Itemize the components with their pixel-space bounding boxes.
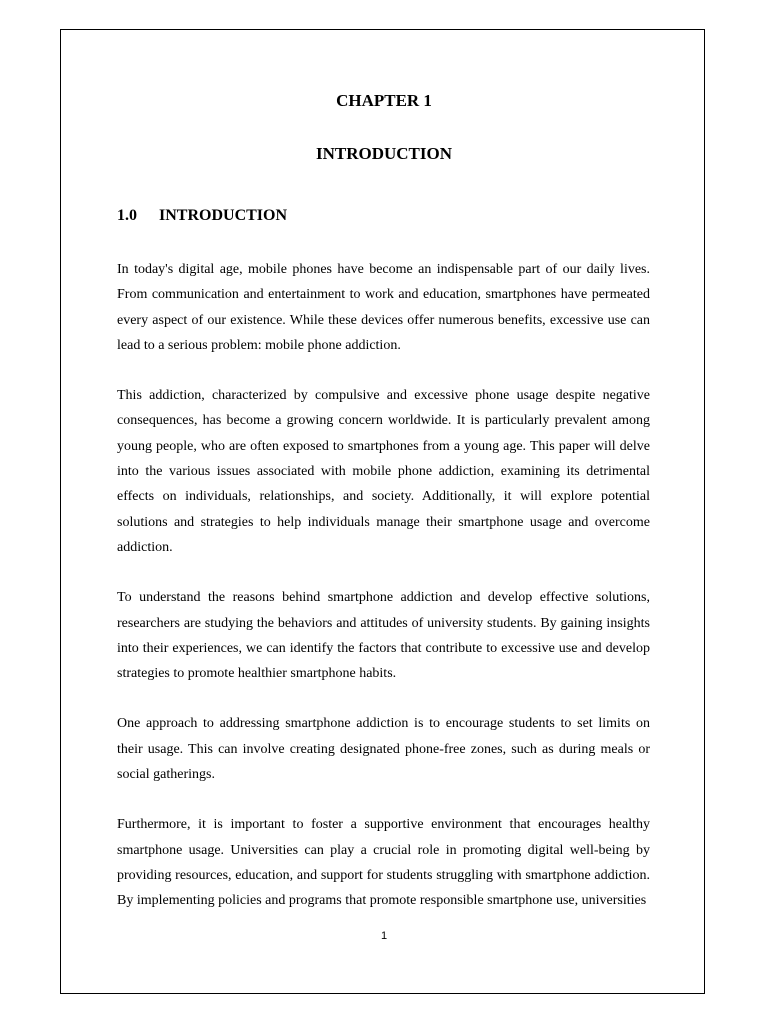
page-number: 1 bbox=[380, 930, 388, 942]
paragraph-4: One approach to addressing smartphone addiction is to encourage students to set limits on their usage. This can involve creating designated phone-free zones, such as during meals or social gatherings. bbox=[117, 716, 650, 783]
section-heading bbox=[117, 203, 287, 229]
body-text bbox=[117, 257, 650, 939]
section-number: 1.0 bbox=[117, 207, 137, 224]
paragraph-5: Furthermore, it is important to foster a supportive environment that encourages healthy smartphone usage. Universities can play a crucial role in promoting digital well-being by providing resources, education, and support for students struggling with smartphone addiction. By implementing policies and programs that promote responsible smartphone use, universities bbox=[117, 817, 650, 909]
chapter-title: INTRODUCTION bbox=[315, 144, 453, 163]
paragraph-1: In today's digital age, mobile phones have become an indispensable part of our daily lives. From communication and entertainment to work and education, smartphones have permeated every aspect of our existence. While these devices offer numerous benefits, excessive use can lead to a serious problem: mobile phone addiction. bbox=[117, 262, 650, 353]
chapter-number: CHAPTER 1 bbox=[336, 91, 432, 110]
section-title: INTRODUCTION bbox=[159, 207, 288, 224]
paragraph-3: To understand the reasons behind smartphone addiction and develop effective solutions, researchers are studying the behaviors and attitudes of university students. By gaining insights into their experiences, we can identify the factors that contribute to excessive use and develop strategies to promote healthier smartphone habits. bbox=[117, 590, 650, 682]
paragraph-2: This addiction, characterized by compulsive and excessive phone usage despite negative consequences, has become a growing concern worldwide. It is particularly prevalent among young people, who are often exposed to smartphones from a young age. This paper will delve into the various issues associated with mobile phone addiction, examining its detrimental effects on individuals, relationships, and society. Additionally, it will explore potential solutions and strategies to help individuals manage their smartphone usage and overcome addiction. bbox=[117, 388, 650, 555]
